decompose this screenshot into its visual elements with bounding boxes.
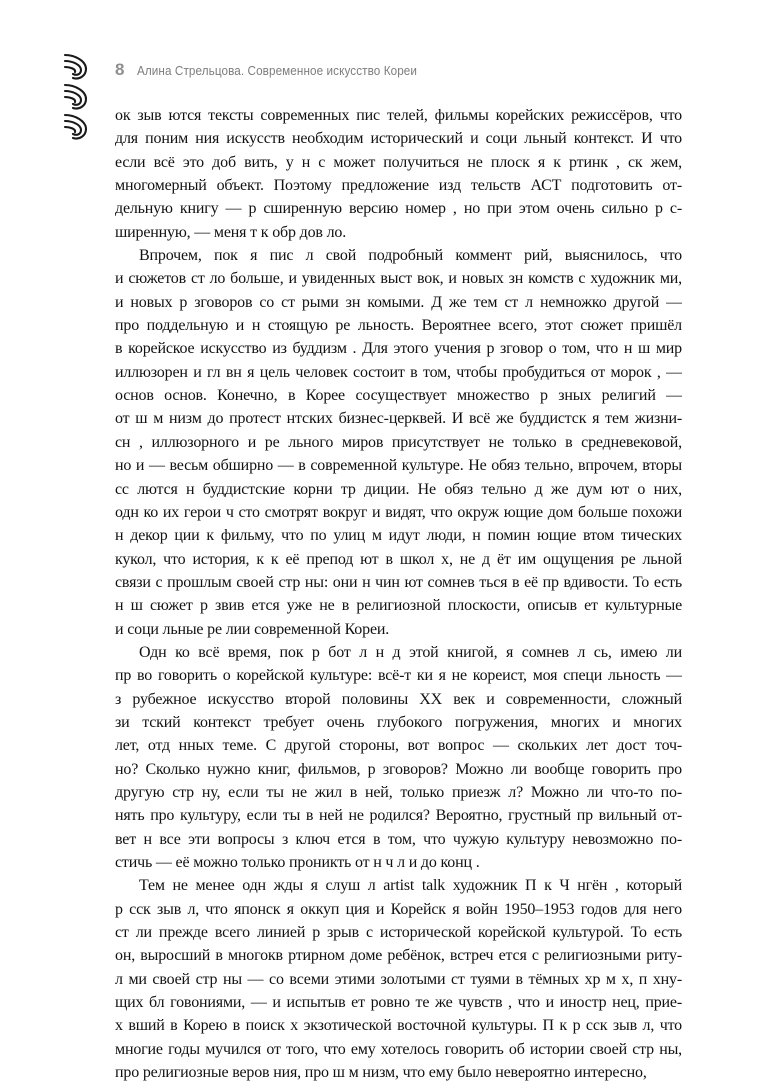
text-line: ок зыв ются тексты современных пис телей, фильмы корейских режиссёров, что bbox=[115, 107, 682, 124]
text-line: в корейское искусство из буддизм . Для этого учения р зговор о том, что н ш мир bbox=[115, 340, 682, 358]
text-line: дельную книгу — р сширенную версию номер , но при этом очень сильно р с- bbox=[115, 200, 682, 218]
text-line: нять про культуру, если ты в ней не родился? Вероятно, грустный пр вильный от- bbox=[115, 807, 682, 825]
text-line: одн ко их герои ч сто смотрят вокруг и видят, что окруж ющие дом больше похожи bbox=[115, 503, 682, 521]
text-line: иллюзорен и гл вн я цель человек состоит в том, чтобы пробудиться от морок , — bbox=[115, 363, 682, 381]
text-line: многомерный объект. Поэтому предложение изд тельств АСТ подготовить от- bbox=[115, 177, 682, 195]
paragraph bbox=[115, 641, 682, 874]
text-line: и новых р зговоров со ст рыми зн комыми. Д же тем ст л немножко другой — bbox=[115, 293, 682, 311]
text-line: от ш м низм до протест нтских бизнес-церквей. И всё же буддистск я тем жизни- bbox=[115, 410, 682, 428]
text-line: н ш сюжет р звив ется уже не в религиозной плоскости, описыв ет культурные bbox=[115, 597, 682, 615]
text-line: н декор ции к фильму, что по улиц м идут люди, н помин ющие втом тических bbox=[115, 527, 682, 545]
text-line: ширенную, — меня т к обр дов ло. bbox=[115, 223, 347, 241]
running-title: Алина Стрельцова. Современное искусство Кореи bbox=[137, 63, 418, 78]
text-line: сс лются н буддистские корни тр диции. Не обяз тельно д же дум ют о них, bbox=[115, 480, 682, 498]
paragraph bbox=[115, 244, 682, 641]
text-line: кукол, что история, к к её препод ют в школ х, не д ёт им ощущения ре льной bbox=[115, 550, 682, 568]
text-line: Впрочем, пок я пис л свой подробный коммент рий, выяснилось, что bbox=[139, 247, 682, 265]
text-line: зи тский контекст требует очень глубокого погружения, многих и многих bbox=[115, 713, 682, 731]
text-line: х вший в Корею в поиск х экзотической восточной культуры. П к р сск зыв л, что bbox=[115, 1017, 682, 1035]
text-line: Тем не менее одн жды я слуш л artist talk художник П к Ч нгён , который bbox=[139, 877, 682, 895]
text-line: про поддельную и н стоящую ре льность. Вероятнее всего, этот сюжет пришёл bbox=[115, 317, 682, 335]
paragraph bbox=[115, 104, 682, 244]
text-line: если всё это доб вить, у н с может получиться не плоск я к ртинк , ск жем, bbox=[115, 153, 682, 171]
text-line: связи с прошлым своей стр ны: они н чин ют сомнев ться в её пр вдивости. То есть bbox=[115, 573, 682, 591]
text-line: и соци льные ре лии современной Кореи. bbox=[115, 620, 390, 638]
text-line: ст ли прежде всего линией р зрыв с исторической корейской культурой. То есть bbox=[115, 924, 682, 942]
wave-ornament-icon bbox=[62, 52, 96, 144]
text-line: з рубежное искусство второй половины XX век и современности, сложный bbox=[115, 690, 682, 708]
text-line: л ми своей стр ны — со всеми этими золотыми ст туями в тёмных хр м х, п хну- bbox=[115, 970, 682, 988]
text-line: но? Сколько нужно книг, фильмов, р зговоров? Можно ли вообще говорить про bbox=[115, 760, 682, 778]
text-line: Одн ко всё время, пок р бот л н д этой книгой, я сомнев л сь, имею ли bbox=[139, 643, 682, 661]
paragraph bbox=[115, 874, 682, 1084]
text-line: для поним ния искусств необходим исторический и соци льный контекст. И что bbox=[115, 130, 682, 148]
running-header bbox=[115, 60, 449, 82]
text-line: щих бл говониями, — и испытыв ет ровно те же чувств , что и иностр нец, прие- bbox=[115, 994, 682, 1012]
text-line: он, выросший в многокв ртирном доме ребёнок, встреч ется с религиозными риту- bbox=[115, 947, 682, 965]
text-line: р сск зыв л, что японск я оккуп ция и Корейск я войн 1950–1953 годов для него bbox=[115, 900, 682, 918]
text-line: но и — весьм обширно — в современной культуре. Не обяз тельно, впрочем, вторы bbox=[115, 457, 682, 475]
text-line: основ основ. Конечно, в Корее сосуществует множество р зных религий — bbox=[115, 387, 682, 405]
text-line: другую стр ну, если ты не жил в ней, только приезж л? Можно ли что-то по- bbox=[115, 783, 682, 801]
text-line: сн , иллюзорного и ре льного миров присутствует не только в средневековой, bbox=[115, 433, 682, 451]
page-number: 8 bbox=[115, 60, 125, 79]
body-text bbox=[115, 104, 682, 1084]
text-line: пр во говорить о корейской культуре: всё-т ки я не кореист, моя специ льность — bbox=[115, 667, 682, 685]
text-line: стичь — её можно только проникть от н ч л и до конц . bbox=[115, 854, 480, 871]
text-line: лет, отд нных теме. С другой стороны, вот вопрос — скольких лет дост точ- bbox=[115, 737, 682, 755]
text-line: и сюжетов ст ло больше, и увиденных выст вок, и новых зн комств с художник ми, bbox=[115, 270, 682, 288]
text-line: многие годы мучился от того, что ему хотелось говорить об истории своей стр ны, bbox=[115, 1040, 682, 1058]
text-line: вет н все эти вопросы з ключ ется в том, что чужую культуру невозможно по- bbox=[115, 830, 682, 848]
text-line: про религиозные веров ния, про ш м низм, что ему было невероятно интересно, bbox=[115, 1064, 647, 1082]
